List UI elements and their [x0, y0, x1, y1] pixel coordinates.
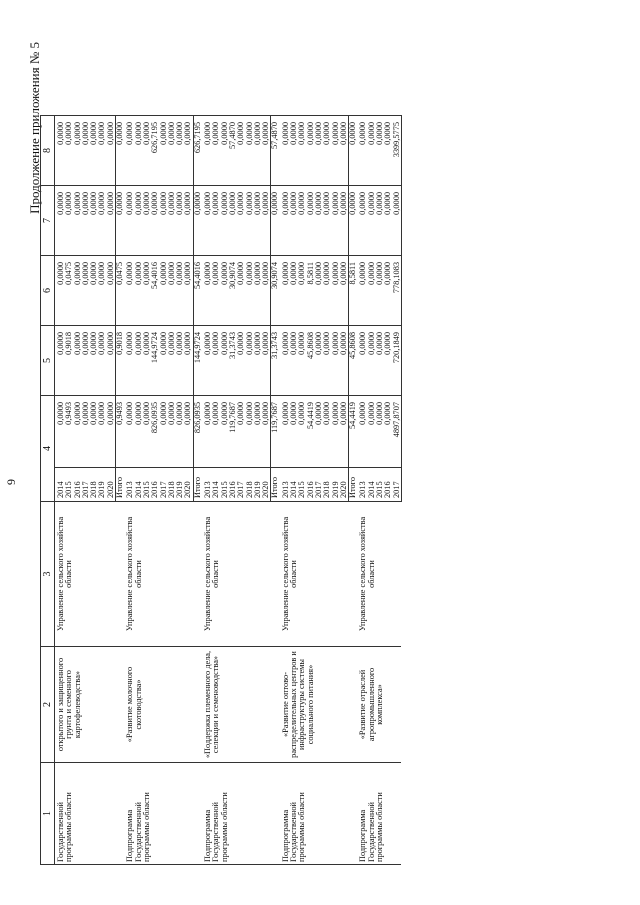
value-cell-v5: 0,0000 — [298, 326, 306, 396]
program-type-cell: Подпрограмма Государственной программы области — [357, 763, 401, 865]
value-cell-v7: 0,0000 — [168, 186, 176, 256]
value-cell-v6: 0,0000 — [290, 256, 298, 326]
value-cell-v5: 0,0000 — [262, 326, 271, 396]
value-cell-v8: 0,0000 — [340, 116, 349, 186]
program-type-cell: Подпрограмма Государственной программы области — [280, 763, 358, 865]
value-cell-v4: 826,0935 — [193, 396, 202, 468]
value-cell-v4: 0,0000 — [384, 396, 392, 468]
value-cell-v4: 54,4419 — [349, 396, 358, 468]
value-cell-v5: 0,0000 — [280, 326, 290, 396]
value-cell-v4: 0,0000 — [90, 396, 98, 468]
header-row — [41, 37, 55, 865]
value-cell-v4: 0,0000 — [262, 396, 271, 468]
value-cell-v8: 0,0000 — [55, 116, 66, 186]
value-cell-v8: 0,0000 — [246, 116, 254, 186]
value-cell-v6: 0,0000 — [254, 256, 262, 326]
value-cell-v8: 0,0000 — [290, 116, 298, 186]
year-cell: 2016 — [307, 468, 315, 502]
value-cell-v7: 0,0000 — [332, 186, 340, 256]
value-cell-v5: 0,0000 — [340, 326, 349, 396]
value-cell-v5: 144,9724 — [151, 326, 159, 396]
value-cell-v6: 0,0000 — [168, 256, 176, 326]
year-cell: 2018 — [90, 468, 98, 502]
value-cell-v4: 0,0000 — [176, 396, 184, 468]
value-cell-v8: 0,0000 — [74, 116, 82, 186]
value-cell-v7: 0,0000 — [271, 186, 280, 256]
value-cell-v7: 0,0000 — [376, 186, 384, 256]
table-row — [55, 37, 66, 865]
value-cell-v7: 0,0000 — [393, 186, 402, 256]
year-cell: 2020 — [184, 468, 193, 502]
value-cell-v8: 0,0000 — [315, 116, 323, 186]
value-cell-v4: 0,0000 — [246, 396, 254, 468]
value-cell-v8: 0,0000 — [184, 116, 193, 186]
value-cell-v5: 0,0000 — [332, 326, 340, 396]
program-name-cell: «Развитие оптово-распределительных центров и инфраструктуры системы социального питания» — [280, 647, 358, 763]
value-cell-v6: 0,0000 — [202, 256, 212, 326]
value-cell-v4: 0,0000 — [82, 396, 90, 468]
value-cell-v7: 0,0000 — [221, 186, 229, 256]
value-cell-v8: 0,0000 — [107, 116, 116, 186]
value-cell-v4: 0,0000 — [237, 396, 245, 468]
year-cell: 2016 — [74, 468, 82, 502]
value-cell-v4: 0,0000 — [332, 396, 340, 468]
program-name-cell: «Развитие молочного скотоводства» — [124, 647, 202, 763]
year-cell: 2015 — [221, 468, 229, 502]
page-number: 9 — [4, 479, 18, 485]
value-cell-v7: 0,0000 — [143, 186, 151, 256]
value-cell-v5: 0,9018 — [65, 326, 73, 396]
value-cell-v5: 0,0000 — [98, 326, 106, 396]
value-cell-v4: 0,0000 — [280, 396, 290, 468]
value-cell-v5: 0,0000 — [254, 326, 262, 396]
value-cell-v5: 0,0000 — [290, 326, 298, 396]
value-cell-v6: 0,0475 — [65, 256, 73, 326]
header-col-4: 4 — [41, 396, 55, 502]
value-cell-v8: 0,0000 — [143, 116, 151, 186]
year-cell: 2017 — [237, 468, 245, 502]
executor-cell: Управление сельского хозяйства области — [55, 502, 125, 647]
value-cell-v4: 0,0000 — [315, 396, 323, 468]
value-cell-v7: 0,0000 — [124, 186, 134, 256]
value-cell-v6: 0,0000 — [184, 256, 193, 326]
year-cell: 2014 — [212, 468, 220, 502]
executor-cell: Управление сельского хозяйства области — [202, 502, 280, 647]
value-cell-v7: 0,0000 — [290, 186, 298, 256]
value-cell-v4: 0,0000 — [184, 396, 193, 468]
value-cell-v4: 0,0000 — [323, 396, 331, 468]
value-cell-v5: 0,0000 — [357, 326, 367, 396]
value-cell-v5: 0,0000 — [184, 326, 193, 396]
value-cell-v7: 0,0000 — [237, 186, 245, 256]
value-cell-v8: 0,0000 — [237, 116, 245, 186]
value-cell-v7: 0,0000 — [202, 186, 212, 256]
value-cell-v8: 0,0000 — [349, 116, 358, 186]
budget-table — [40, 36, 402, 865]
value-cell-v8: 3399,5775 — [393, 116, 402, 186]
value-cell-v4: 0,0000 — [202, 396, 212, 468]
value-cell-v6: 0,0000 — [98, 256, 106, 326]
year-cell: 2020 — [340, 468, 349, 502]
header-col-3: 3 — [41, 502, 55, 647]
value-cell-v7: 0,0000 — [298, 186, 306, 256]
value-cell-v5: 0,0000 — [315, 326, 323, 396]
year-cell: 2016 — [384, 468, 392, 502]
year-cell: 2016 — [229, 468, 237, 502]
year-cell: 2018 — [168, 468, 176, 502]
value-cell-v6: 30,9074 — [229, 256, 237, 326]
value-cell-v6: 0,0000 — [357, 256, 367, 326]
year-cell: Итого — [193, 468, 202, 502]
value-cell-v6: 0,0000 — [124, 256, 134, 326]
value-cell-v4: 0,0000 — [376, 396, 384, 468]
header-col-8: 8 — [41, 116, 55, 186]
value-cell-v8: 0,0000 — [221, 116, 229, 186]
value-cell-v4: 0,9493 — [65, 396, 73, 468]
value-cell-v6: 0,0000 — [315, 256, 323, 326]
value-cell-v8: 0,0000 — [124, 116, 134, 186]
table-row — [357, 37, 367, 865]
value-cell-v7: 0,0000 — [116, 186, 125, 256]
value-cell-v6: 0,0000 — [246, 256, 254, 326]
value-cell-v8: 0,0000 — [82, 116, 90, 186]
program-name-cell: открытого и защищенного грунта и семенного картофелеводства» — [55, 647, 125, 763]
program-type-cell: Подпрограмма Государственной программы области — [124, 763, 202, 865]
value-cell-v7: 0,0000 — [357, 186, 367, 256]
value-cell-v6: 0,0000 — [135, 256, 143, 326]
value-cell-v7: 0,0000 — [323, 186, 331, 256]
value-cell-v6: 0,0000 — [237, 256, 245, 326]
value-cell-v8: 0,0000 — [65, 116, 73, 186]
value-cell-v4: 0,0000 — [340, 396, 349, 468]
value-cell-v5: 0,0000 — [176, 326, 184, 396]
value-cell-v8: 0,0000 — [384, 116, 392, 186]
year-cell: 2018 — [246, 468, 254, 502]
value-cell-v5: 0,0000 — [135, 326, 143, 396]
value-cell-v7: 0,0000 — [254, 186, 262, 256]
year-cell: 2017 — [160, 468, 168, 502]
year-cell: 2015 — [143, 468, 151, 502]
year-cell: 2014 — [290, 468, 298, 502]
year-cell: 2020 — [262, 468, 271, 502]
value-cell-v4: 826,0935 — [151, 396, 159, 468]
value-cell-v8: 0,0000 — [135, 116, 143, 186]
value-cell-v4: 0,0000 — [298, 396, 306, 468]
value-cell-v8: 0,0000 — [176, 116, 184, 186]
value-cell-v6: 0,0000 — [55, 256, 66, 326]
program-type-cell: Государственной программы области — [55, 763, 125, 865]
executor-cell: Управление сельского хозяйства области — [124, 502, 202, 647]
value-cell-v7: 0,0000 — [135, 186, 143, 256]
value-cell-v6: 0,0000 — [332, 256, 340, 326]
value-cell-v8: 0,0000 — [262, 116, 271, 186]
value-cell-v8: 0,0000 — [90, 116, 98, 186]
value-cell-v5: 0,0000 — [124, 326, 134, 396]
executor-cell: Управление сельского хозяйства области — [357, 502, 401, 647]
value-cell-v4: 0,0000 — [124, 396, 134, 468]
value-cell-v5: 0,0000 — [90, 326, 98, 396]
value-cell-v5: 0,0000 — [168, 326, 176, 396]
value-cell-v5: 0,9018 — [116, 326, 125, 396]
year-cell: 2020 — [107, 468, 116, 502]
value-cell-v4: 0,0000 — [221, 396, 229, 468]
year-cell: 2018 — [323, 468, 331, 502]
year-cell: 2013 — [280, 468, 290, 502]
value-cell-v5: 0,0000 — [74, 326, 82, 396]
value-cell-v8: 0,0000 — [202, 116, 212, 186]
value-cell-v7: 0,0000 — [229, 186, 237, 256]
year-cell: 2015 — [298, 468, 306, 502]
value-cell-v7: 0,0000 — [82, 186, 90, 256]
value-cell-v4: 119,7687 — [271, 396, 280, 468]
value-cell-v8: 0,0000 — [98, 116, 106, 186]
table-row — [124, 37, 134, 865]
table-row — [202, 37, 212, 865]
value-cell-v6: 0,0000 — [212, 256, 220, 326]
value-cell-v6: 0,0475 — [116, 256, 125, 326]
value-cell-v4: 54,4419 — [307, 396, 315, 468]
year-cell: 2015 — [376, 468, 384, 502]
header-col-2: 2 — [41, 647, 55, 763]
value-cell-v4: 0,0000 — [368, 396, 376, 468]
value-cell-v6: 54,4016 — [193, 256, 202, 326]
value-cell-v4: 0,0000 — [98, 396, 106, 468]
value-cell-v7: 0,0000 — [151, 186, 159, 256]
value-cell-v8: 57,4870 — [229, 116, 237, 186]
value-cell-v5: 0,0000 — [82, 326, 90, 396]
value-cell-v8: 0,0000 — [368, 116, 376, 186]
value-cell-v5: 0,0000 — [143, 326, 151, 396]
value-cell-v8: 0,0000 — [323, 116, 331, 186]
value-cell-v5: 0,0000 — [323, 326, 331, 396]
year-cell: 2017 — [82, 468, 90, 502]
value-cell-v4: 0,0000 — [168, 396, 176, 468]
value-cell-v5: 0,0000 — [55, 326, 66, 396]
value-cell-v7: 0,0000 — [280, 186, 290, 256]
header-col-6: 6 — [41, 256, 55, 326]
value-cell-v5: 0,0000 — [202, 326, 212, 396]
header-col-5: 5 — [41, 326, 55, 396]
value-cell-v8: 57,4870 — [271, 116, 280, 186]
value-cell-v6: 0,0000 — [160, 256, 168, 326]
value-cell-v7: 0,0000 — [107, 186, 116, 256]
value-cell-v7: 0,0000 — [176, 186, 184, 256]
value-cell-v4: 0,0000 — [290, 396, 298, 468]
program-name-cell: «Поддержка племенного дела, селекции и семеноводства» — [202, 647, 280, 763]
value-cell-v6: 0,0000 — [376, 256, 384, 326]
year-cell: 2013 — [357, 468, 367, 502]
value-cell-v7: 0,0000 — [184, 186, 193, 256]
value-cell-v4: 4897,8707 — [393, 396, 402, 468]
value-cell-v7: 0,0000 — [65, 186, 73, 256]
value-cell-v8: 0,0000 — [116, 116, 125, 186]
value-cell-v5: 31,3743 — [271, 326, 280, 396]
value-cell-v5: 0,0000 — [107, 326, 116, 396]
value-cell-v4: 0,0000 — [254, 396, 262, 468]
value-cell-v6: 54,4016 — [151, 256, 159, 326]
value-cell-v7: 0,0000 — [193, 186, 202, 256]
value-cell-v7: 0,0000 — [262, 186, 271, 256]
year-cell: 2014 — [135, 468, 143, 502]
year-cell: 2016 — [151, 468, 159, 502]
value-cell-v5: 144,9724 — [193, 326, 202, 396]
value-cell-v5: 0,0000 — [237, 326, 245, 396]
value-cell-v8: 0,0000 — [376, 116, 384, 186]
year-cell: 2014 — [55, 468, 66, 502]
value-cell-v6: 8,5811 — [307, 256, 315, 326]
year-cell: 2019 — [98, 468, 106, 502]
value-cell-v6: 0,0000 — [90, 256, 98, 326]
value-cell-v5: 31,3743 — [229, 326, 237, 396]
header-col-1: 1 — [41, 763, 55, 865]
value-cell-v5: 0,0000 — [376, 326, 384, 396]
year-cell: 2013 — [202, 468, 212, 502]
value-cell-v6: 0,0000 — [143, 256, 151, 326]
value-cell-v5: 0,0000 — [221, 326, 229, 396]
value-cell-v4: 0,0000 — [143, 396, 151, 468]
value-cell-v8: 0,0000 — [168, 116, 176, 186]
value-cell-v6: 0,0000 — [384, 256, 392, 326]
value-cell-v6: 0,0000 — [262, 256, 271, 326]
value-cell-v7: 0,0000 — [340, 186, 349, 256]
value-cell-v7: 0,0000 — [74, 186, 82, 256]
year-cell: 2017 — [393, 468, 402, 502]
value-cell-v7: 0,0000 — [160, 186, 168, 256]
value-cell-v6: 0,0000 — [221, 256, 229, 326]
value-cell-v6: 0,0000 — [368, 256, 376, 326]
value-cell-v4: 0,0000 — [135, 396, 143, 468]
value-cell-v8: 0,0000 — [280, 116, 290, 186]
value-cell-v8: 0,0000 — [298, 116, 306, 186]
value-cell-v8: 0,0000 — [307, 116, 315, 186]
value-cell-v7: 0,0000 — [90, 186, 98, 256]
value-cell-v4: 0,0000 — [107, 396, 116, 468]
value-cell-v5: 0,0000 — [368, 326, 376, 396]
value-cell-v6: 0,0000 — [74, 256, 82, 326]
value-cell-v5: 0,0000 — [212, 326, 220, 396]
value-cell-v5: 720,1849 — [393, 326, 402, 396]
year-cell: 2019 — [254, 468, 262, 502]
year-cell: Итого — [349, 468, 358, 502]
value-cell-v6: 0,0000 — [323, 256, 331, 326]
value-cell-v6: 0,0000 — [176, 256, 184, 326]
year-cell: 2014 — [368, 468, 376, 502]
value-cell-v7: 0,0000 — [246, 186, 254, 256]
value-cell-v8: 0,0000 — [254, 116, 262, 186]
program-name-cell: «Развитие отраслей агропромышленного комплекса» — [357, 647, 401, 763]
value-cell-v4: 0,9493 — [116, 396, 125, 468]
value-cell-v6: 0,0000 — [82, 256, 90, 326]
value-cell-v8: 0,0000 — [357, 116, 367, 186]
value-cell-v6: 0,0000 — [280, 256, 290, 326]
value-cell-v6: 8,5811 — [349, 256, 358, 326]
value-cell-v4: 0,0000 — [55, 396, 66, 468]
value-cell-v4: 0,0000 — [212, 396, 220, 468]
year-cell: Итого — [271, 468, 280, 502]
value-cell-v5: 0,0000 — [384, 326, 392, 396]
value-cell-v7: 0,0000 — [98, 186, 106, 256]
value-cell-v5: 0,0000 — [246, 326, 254, 396]
year-cell: 2013 — [124, 468, 134, 502]
year-cell: 2015 — [65, 468, 73, 502]
executor-cell: Управление сельского хозяйства области — [280, 502, 358, 647]
year-cell: 2019 — [176, 468, 184, 502]
value-cell-v6: 0,0000 — [298, 256, 306, 326]
value-cell-v7: 0,0000 — [349, 186, 358, 256]
value-cell-v4: 0,0000 — [74, 396, 82, 468]
value-cell-v8: 0,0000 — [332, 116, 340, 186]
value-cell-v4: 0,0000 — [160, 396, 168, 468]
value-cell-v6: 0,0000 — [340, 256, 349, 326]
value-cell-v8: 0,0000 — [160, 116, 168, 186]
value-cell-v5: 0,0000 — [160, 326, 168, 396]
value-cell-v6: 0,0000 — [107, 256, 116, 326]
value-cell-v5: 45,8608 — [307, 326, 315, 396]
year-cell: 2017 — [315, 468, 323, 502]
value-cell-v7: 0,0000 — [384, 186, 392, 256]
value-cell-v7: 0,0000 — [212, 186, 220, 256]
value-cell-v4: 119,7687 — [229, 396, 237, 468]
value-cell-v7: 0,0000 — [307, 186, 315, 256]
value-cell-v8: 0,0000 — [212, 116, 220, 186]
value-cell-v7: 0,0000 — [315, 186, 323, 256]
value-cell-v7: 0,0000 — [368, 186, 376, 256]
value-cell-v8: 626,7195 — [151, 116, 159, 186]
continuation-title: Продолжение приложения № 5 — [27, 42, 42, 214]
value-cell-v7: 0,0000 — [55, 186, 66, 256]
value-cell-v5: 45,8608 — [349, 326, 358, 396]
program-type-cell: Подпрограмма Государственной программы области — [202, 763, 280, 865]
value-cell-v6: 30,9074 — [271, 256, 280, 326]
year-cell: 2019 — [332, 468, 340, 502]
year-cell: Итого — [116, 468, 125, 502]
value-cell-v6: 778,1083 — [393, 256, 402, 326]
value-cell-v8: 626,7195 — [193, 116, 202, 186]
value-cell-v4: 0,0000 — [357, 396, 367, 468]
table-row — [280, 37, 290, 865]
header-col-7: 7 — [41, 186, 55, 256]
